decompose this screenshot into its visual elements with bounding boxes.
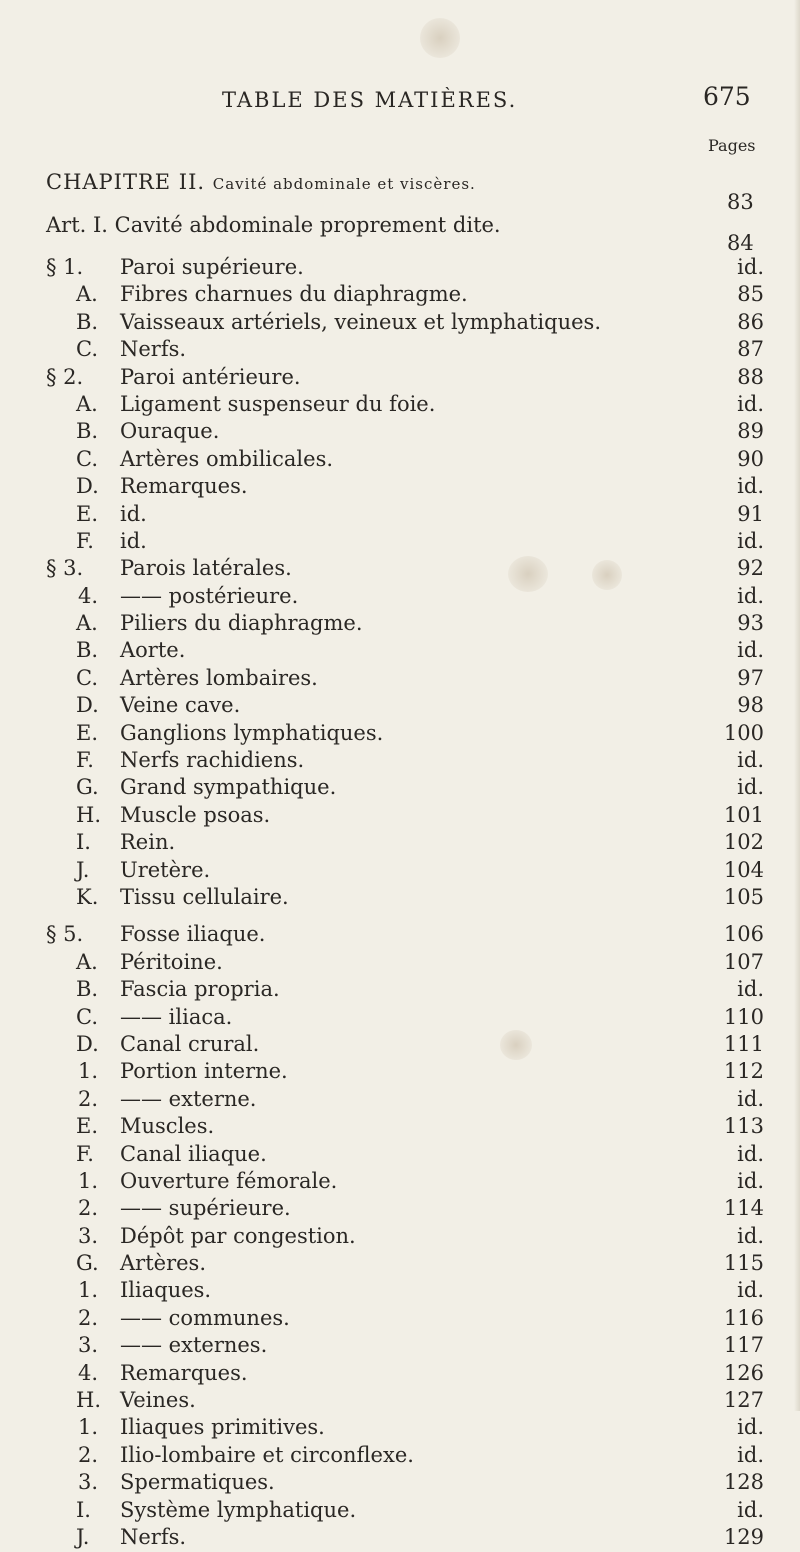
entry-marker: H. (76, 802, 101, 827)
entry-marker: D. (76, 1031, 99, 1056)
page-number: 675 (703, 82, 751, 111)
entry-text: Iliaques primitives. (120, 1415, 325, 1440)
entry-marker: D. (76, 474, 99, 499)
entry-page: id. (737, 255, 764, 279)
entry-text: Nerfs. (120, 337, 187, 362)
entry-text: Péritoine. (120, 949, 223, 974)
entry-page: 90 (737, 446, 764, 471)
toc-entry (0, 529, 800, 556)
entry-marker: 1. (78, 1278, 99, 1303)
entry-text: Canal iliaque. (120, 1141, 267, 1166)
entry-page: id. (737, 638, 764, 663)
entry-marker: B. (76, 977, 99, 1002)
entry-page: id. (737, 1442, 764, 1467)
entry-page: 114 (723, 1196, 764, 1221)
entry-marker: 2. (78, 1196, 99, 1221)
entry-page: id. (737, 1086, 764, 1111)
paper-stain (592, 560, 622, 590)
entry-text: —— externe. (120, 1086, 257, 1111)
pages-column-label: Pages (708, 136, 756, 155)
entry-page: 102 (723, 830, 764, 855)
toc-entry (0, 638, 800, 665)
entry-page: 93 (737, 611, 764, 636)
entry-marker: J. (76, 857, 90, 882)
entry-text: Nerfs rachidiens. (120, 748, 305, 773)
toc-entry (0, 255, 800, 282)
entry-text: —— iliaca. (120, 1004, 233, 1029)
entry-page: id. (737, 977, 764, 1002)
toc-entry (0, 775, 800, 802)
entry-marker: E. (76, 501, 99, 526)
paper-stain (500, 1030, 532, 1060)
entry-text: Fosse iliaque. (120, 922, 266, 947)
entry-marker: G. (76, 1251, 99, 1276)
toc-entry (0, 365, 800, 392)
entry-page: 112 (723, 1059, 764, 1084)
toc-entry (0, 1443, 800, 1470)
entry-page: 85 (737, 282, 764, 307)
entry-text: id. (120, 501, 147, 526)
article-heading: Art. I. Cavité abdominale proprement dite. (46, 213, 501, 237)
toc-entry (0, 1032, 800, 1059)
entry-page: id. (737, 1168, 764, 1193)
entry-marker: D. (76, 693, 99, 718)
entry-marker: § 1. (46, 255, 84, 279)
entry-page: 115 (723, 1251, 764, 1276)
toc-entry (0, 1224, 800, 1251)
toc-entry (0, 337, 800, 364)
entry-marker: C. (76, 337, 98, 362)
entry-page: 91 (737, 501, 764, 526)
entry-text: Muscles. (120, 1114, 215, 1139)
chapter-page: 83 (727, 190, 754, 214)
toc-entry (0, 950, 800, 977)
entry-marker: 1. (78, 1059, 99, 1084)
entry-page: 127 (723, 1388, 764, 1413)
entry-text: Tissu cellulaire. (120, 884, 289, 909)
entry-marker: C. (76, 665, 98, 690)
entry-page: 92 (737, 556, 764, 581)
toc-entry (0, 447, 800, 474)
toc-entry (0, 1306, 800, 1333)
toc-entry (0, 977, 800, 1004)
entry-marker: A. (76, 611, 98, 636)
entry-marker: B. (76, 419, 99, 444)
entry-page: 126 (723, 1360, 764, 1385)
entry-marker: 2. (78, 1086, 99, 1111)
toc-entry (0, 310, 800, 337)
running-title: TABLE DES MATIÈRES. (222, 88, 518, 112)
entry-page: id. (737, 1497, 764, 1522)
toc-entry (0, 419, 800, 446)
entry-marker: § 2. (46, 364, 84, 389)
toc-entry (0, 1525, 800, 1552)
entry-page: 87 (737, 337, 764, 362)
entry-page: id. (737, 1223, 764, 1248)
entry-page: id. (737, 474, 764, 499)
entry-text: —— postérieure. (120, 583, 299, 608)
entry-text: Ouverture fémorale. (120, 1168, 338, 1193)
entry-text: Vaisseaux artériels, veineux et lymphatiques. (120, 309, 602, 334)
toc-entries (0, 255, 800, 1552)
entry-marker: A. (76, 391, 98, 416)
entry-page: 101 (723, 802, 764, 827)
toc-entry (0, 392, 800, 419)
entry-text: Fibres charnues du diaphragme. (120, 282, 468, 307)
chapter-label: CHAPITRE II. (46, 170, 206, 194)
entry-text: Spermatiques. (120, 1470, 275, 1495)
entry-text: Nerfs. (120, 1524, 187, 1549)
entry-marker: C. (76, 1004, 98, 1029)
entry-marker: 4. (78, 583, 99, 608)
entry-marker: 4. (78, 1360, 99, 1385)
entry-text: Aorte. (120, 638, 186, 663)
entry-text: Piliers du diaphragme. (120, 611, 363, 636)
entry-page: 117 (723, 1333, 764, 1358)
entry-text: Parois latérales. (120, 556, 292, 581)
article-page: 84 (727, 231, 754, 255)
toc-entry (0, 721, 800, 748)
entry-marker: I. (76, 1497, 91, 1522)
toc-entry (0, 1169, 800, 1196)
entry-text: Veine cave. (120, 693, 241, 718)
entry-page: 107 (723, 949, 764, 974)
entry-page: 100 (723, 720, 764, 745)
entry-text: Uretère. (120, 857, 211, 882)
entry-marker: E. (76, 1114, 99, 1139)
entry-page: id. (737, 1415, 764, 1440)
entry-page: 128 (723, 1470, 764, 1495)
entry-marker: E. (76, 720, 99, 745)
entry-marker: I. (76, 830, 91, 855)
entry-text: Système lymphatique. (120, 1497, 357, 1522)
entry-page: 104 (723, 857, 764, 882)
entry-text: —— externes. (120, 1333, 268, 1358)
toc-entry (0, 1470, 800, 1497)
entry-text: Ouraque. (120, 419, 220, 444)
entry-marker: A. (76, 282, 98, 307)
page-edge (794, 0, 800, 1411)
entry-page: id. (737, 583, 764, 608)
toc-entry (0, 502, 800, 529)
entry-text: Ilio-lombaire et circonflexe. (120, 1442, 414, 1467)
entry-marker: F. (76, 748, 94, 773)
toc-entry (0, 1333, 800, 1360)
toc-entry (0, 1196, 800, 1223)
entry-page: 113 (723, 1114, 764, 1139)
entry-text: Artères lombaires. (120, 665, 318, 690)
toc-entry (0, 1415, 800, 1442)
entry-marker: B. (76, 309, 99, 334)
entry-text: Canal crural. (120, 1031, 260, 1056)
entry-text: id. (120, 528, 147, 553)
entry-page: 110 (723, 1004, 764, 1029)
toc-entry (0, 584, 800, 611)
toc-entry (0, 1388, 800, 1415)
entry-page: 111 (723, 1031, 764, 1056)
toc-entry (0, 1087, 800, 1114)
entry-text: Fascia propria. (120, 977, 280, 1002)
entry-text: —— communes. (120, 1305, 290, 1330)
entry-page: 105 (723, 884, 764, 909)
entry-marker: B. (76, 638, 99, 663)
entry-marker: 1. (78, 1415, 99, 1440)
toc-entry (0, 282, 800, 309)
entry-text: Remarques. (120, 474, 248, 499)
toc-entry (0, 803, 800, 830)
entry-page: 98 (737, 693, 764, 718)
entry-text: Paroi antérieure. (120, 364, 301, 389)
entry-page: 86 (737, 309, 764, 334)
entry-marker: G. (76, 775, 99, 800)
entry-text: Iliaques. (120, 1278, 212, 1303)
toc-entry (0, 1361, 800, 1388)
toc-entry (0, 1059, 800, 1086)
entry-text: Artères ombilicales. (120, 446, 334, 471)
paper-stain (508, 556, 548, 592)
entry-marker: J. (76, 1524, 90, 1549)
entry-page: 116 (723, 1305, 764, 1330)
entry-text: Ganglions lymphatiques. (120, 720, 384, 745)
toc-entry (0, 666, 800, 693)
toc-entry (0, 474, 800, 501)
entry-text: Artères. (120, 1251, 206, 1276)
toc-entry (0, 693, 800, 720)
entry-text: Portion interne. (120, 1059, 288, 1084)
entry-marker: § 5. (46, 922, 84, 947)
chapter-heading (46, 170, 476, 194)
entry-page: 89 (737, 419, 764, 444)
paper-stain (420, 18, 460, 58)
toc-entry (0, 1498, 800, 1525)
entry-text: Rein. (120, 830, 176, 855)
toc-entry (0, 830, 800, 857)
entry-marker: 3. (78, 1333, 99, 1358)
entry-text: Grand sympathique. (120, 775, 337, 800)
entry-page: id. (737, 528, 764, 553)
entry-page: 129 (723, 1524, 764, 1549)
toc-entry (0, 858, 800, 885)
toc-entry (0, 748, 800, 775)
entry-marker: H. (76, 1388, 101, 1413)
toc-entry (0, 556, 800, 583)
entry-marker: 2. (78, 1442, 99, 1467)
entry-text: Veines. (120, 1388, 196, 1413)
entry-marker: § 3. (46, 556, 84, 581)
entry-marker: C. (76, 446, 98, 471)
entry-page: id. (737, 1141, 764, 1166)
toc-entry (0, 1251, 800, 1278)
entry-marker: 2. (78, 1305, 99, 1330)
toc-entry (0, 1278, 800, 1305)
entry-marker: 3. (78, 1223, 99, 1248)
entry-page: id. (737, 775, 764, 800)
entry-page: id. (737, 1278, 764, 1303)
chapter-subtitle: Cavité abdominale et viscères. (212, 175, 476, 193)
entry-page: 88 (737, 364, 764, 389)
entry-marker: 1. (78, 1168, 99, 1193)
entry-page: 106 (723, 922, 764, 947)
toc-entry (0, 1114, 800, 1141)
toc-entry (0, 1005, 800, 1032)
entry-page: id. (737, 391, 764, 416)
toc-entry (0, 1142, 800, 1169)
toc-entry (0, 922, 800, 949)
entry-page: id. (737, 748, 764, 773)
entry-marker: F. (76, 528, 94, 553)
entry-text: Paroi supérieure. (120, 255, 304, 279)
entry-text: Ligament suspenseur du foie. (120, 391, 436, 416)
entry-marker: 3. (78, 1470, 99, 1495)
entry-text: Dépôt par congestion. (120, 1223, 356, 1248)
toc-entry (0, 611, 800, 638)
entry-marker: F. (76, 1141, 94, 1166)
entry-marker: A. (76, 949, 98, 974)
entry-text: Muscle psoas. (120, 802, 271, 827)
entry-page: 97 (737, 665, 764, 690)
entry-text: Remarques. (120, 1360, 248, 1385)
entry-text: —— supérieure. (120, 1196, 291, 1221)
entry-marker: K. (76, 884, 99, 909)
toc-entry (0, 885, 800, 912)
